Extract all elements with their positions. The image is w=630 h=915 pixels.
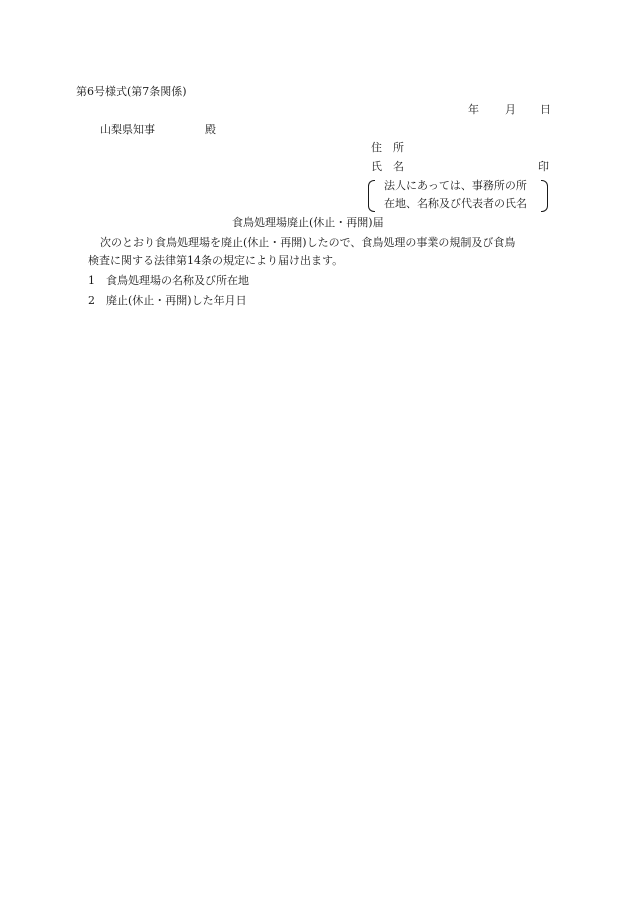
addressee-honorific: 殿 [205, 123, 216, 136]
date-month: 月 [505, 103, 516, 116]
date-year: 年 [468, 103, 479, 116]
name-label: 氏 名 [371, 160, 404, 173]
document-title: 食鳥処理場廃止(休止・再開)届 [232, 216, 384, 229]
item-number: 1 [88, 274, 95, 287]
body-line-2: 検査に関する法律第14条の規定により届け出ます。 [88, 254, 344, 267]
corporate-note-line1: 法人にあっては、事務所の所 [384, 179, 527, 192]
form-number: 第6号様式(第7条関係) [76, 85, 187, 98]
address-label: 住 所 [371, 141, 404, 154]
item-text: 廃止(休止・再開)した年月日 [106, 294, 247, 307]
addressee-name: 山梨県知事 [100, 123, 155, 136]
note-bracket-left [368, 180, 375, 212]
item-number: 2 [88, 294, 95, 307]
item-text: 食鳥処理場の名称及び所在地 [106, 274, 249, 287]
date-day: 日 [540, 103, 551, 116]
note-bracket-right [541, 180, 548, 212]
body-line-1: 次のとおり食鳥処理場を廃止(休止・再開)したので、食鳥処理の事業の規制及び食鳥 [100, 236, 516, 249]
seal-mark: 印 [538, 160, 549, 173]
corporate-note-line2: 在地、名称及び代表者の氏名 [384, 197, 527, 210]
